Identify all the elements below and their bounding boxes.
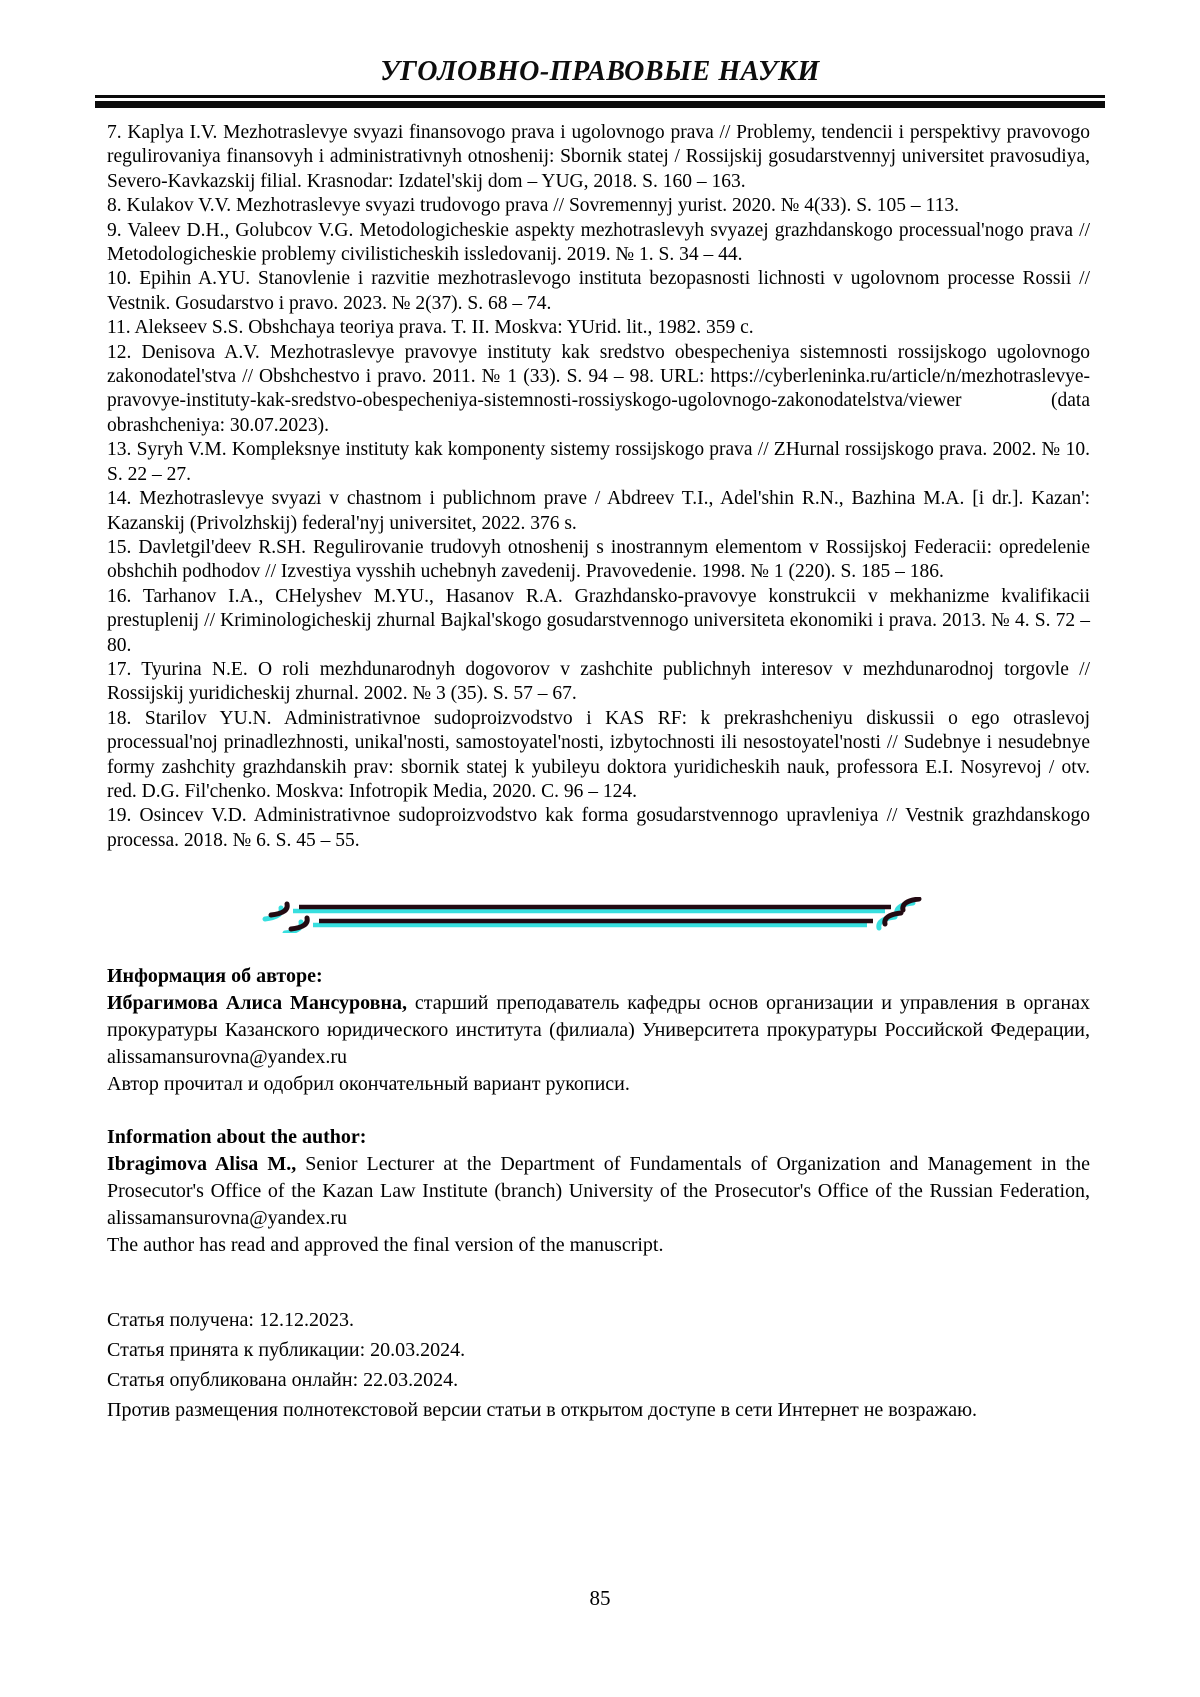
author-info-en-text: [107, 1151, 1090, 1232]
reference-item: 15. Davletgil'deev R.SH. Regulirovanie trudovyh otnoshenij s inostrannym elementom v Rossijskoj Federacii: opredelenie obshchih podhodov // Izvestiya vysshih uchebnyh zavedenij. Pravovedenie. 1998. № 1 (220). S. 185 – 186.: [107, 536, 1090, 583]
ornamental-divider: [239, 897, 959, 933]
date-accepted: Статья принята к публикации: 20.03.2024.: [107, 1339, 466, 1362]
date-published-online: Статья опубликована онлайн: 22.03.2024.: [107, 1369, 459, 1392]
open-access-statement: Против размещения полнотекстовой версии статьи в открытом доступе в сети Интернет не возражаю.: [107, 1399, 978, 1422]
reference-item: 10. Epihin A.YU. Stanovlenie i razvitie mezhotraslevogo instituta bezopasnosti lichnosti v ugolovnom processe Rossii // Vestnik. Gosudarstvo i pravo. 2023. № 2(37). S. 68 – 74.: [107, 268, 1090, 314]
author-info-ru-heading: Информация об авторе:: [107, 965, 323, 988]
divider-swash-icon: [239, 897, 959, 933]
author-info-en-heading: Information about the author:: [107, 1126, 367, 1149]
section-header-title: УГОЛОВНО-ПРАВОВЫЕ НАУКИ: [380, 56, 820, 87]
reference-item: 13. Syryh V.M. Kompleksnye instituty kak komponenty sistemy rossijskogo prava // ZHurnal rossijskogo prava. 2002. № 10. S. 22 – 27.: [107, 439, 1090, 485]
reference-item: 7. Kaplya I.V. Mezhotraslevye svyazi finansovogo prava i ugolovnogo prava // Problemy, tendencii i perspektivy pravovogo regulirovaniya finansovyh i administrativnyh otnoshenij: Sbornik statej / Rossijskij gosudarstvennyj universitet pravosudiya, Severo-Kavkazskij filial. Krasnodar: Izdatel'skij dom – YUG, 2018. S. 160 – 163.: [107, 122, 1090, 192]
reference-item: 17. Tyurina N.E. O roli mezhdunarodnyh dogovorov v zashchite publichnyh interesov v mezhdunarodnoj torgovle // Rossijskij yuridicheskij zhurnal. 2002. № 3 (35). S. 57 – 67.: [107, 658, 1090, 705]
author-name-en: Ibragimova Alisa M.,: [107, 1153, 297, 1176]
reference-item: 19. Osincev V.D. Administrativnoe sudoproizvodstvo kak forma gosudarstvennogo upravleniya // Vestnik grazhdanskogo processa. 2018. № 6. S. 45 – 55.: [107, 805, 1090, 851]
reference-item: 16. Tarhanov I.A., CHelyshev M.YU., Hasanov R.A. Grazhdansko-pravovye konstrukcii v mekhanizme kvalifikacii prestuplenij // Kriminologicheskij zhurnal Bajkal'skogo gosudarstvennogo universiteta ekonomiki i prava. 2013. № 4. S. 72 – 80.: [107, 585, 1090, 656]
author-name-ru: Ибрагимова Алиса Мансуровна,: [107, 992, 408, 1015]
page-number: 85: [589, 1586, 611, 1610]
header-double-rule: [95, 95, 1105, 108]
author-affiliation-ru: старший преподаватель кафедры основ организации и управления в органах прокуратуры Казанского юридического института (филиала) Университета прокуратуры Российской Федерации, alissamansurovna@yandex.ru: [107, 992, 1091, 1069]
reference-item: 14. Mezhotraslevye svyazi v chastnom i publichnom prave / Abdreev T.I., Adel'shin R.N., Bazhina M.A. [i dr.]. Kazan': Kazanskij (Privolzhskij) federal'nyj universitet, 2022. 376 s.: [107, 488, 1090, 534]
date-received: Статья получена: 12.12.2023.: [107, 1309, 354, 1332]
reference-item: 8. Kulakov V.V. Mezhotraslevye svyazi trudovogo prava // Sovremennyj yurist. 2020. № 4(33). S. 105 – 113.: [107, 195, 959, 217]
author-approval-note-ru: Автор прочитал и одобрил окончательный вариант рукописи.: [107, 1073, 630, 1096]
reference-item: 12. Denisova A.V. Mezhotraslevye pravovye instituty kak sredstvo obespecheniya sistemnosti rossijskogo ugolovnogo zakonodatel'stva // Obshchestvo i pravo. 2011. № 1 (33). S. 94 – 98. URL: https://cyberleninka.ru/article/n/mezhotraslevye-pravovye-instituty-kak-sredstvo-obespecheniya-sistemnosti-rossiyskogo-ugolovnogo-zakonodatelstva/viewer (data obrashcheniya: 30.07.2023).: [107, 341, 1090, 436]
reference-list: [107, 121, 1090, 853]
reference-item: 11. Alekseev S.S. Obshchaya teoriya prava. T. II. Moskva: YUrid. lit., 1982. 359 c.: [107, 317, 754, 339]
author-info-ru: [107, 963, 1090, 1098]
author-info-en: [107, 1124, 1090, 1259]
author-info-ru-text: [107, 990, 1090, 1071]
article-dates: [107, 1305, 1090, 1425]
page-content: [107, 121, 1090, 1425]
author-affiliation-en: Senior Lecturer at the Department of Fundamentals of Organization and Management in the Prosecutor's Office of the Kazan Law Institute (branch) University of the Prosecutor's Office of the Russian Federation, alissamansurovna@yandex.ru: [107, 1153, 1090, 1230]
author-approval-note-en: The author has read and approved the final version of the manuscript.: [107, 1234, 664, 1257]
reference-item: 9. Valeev D.H., Golubcov V.G. Metodologicheskie aspekty mezhotraslevyh svyazej grazhdanskogo processual'nogo prava // Metodologicheskie problemy civilisticheskih issledovanij. 2019. № 1. S. 34 – 44.: [107, 219, 1090, 266]
reference-item: 18. Starilov YU.N. Administrativnoe sudoproizvodstvo i KAS RF: k prekrashcheniyu diskussii o ego otraslevoj processual'noj prinadlezhnosti, unikal'nosti, samostoyatel'nosti, izbytochnosti ili nesostoyatel'nosti // Sudebnye i nesudebnye formy zashchity grazhdanskih prav: sbornik statej k yubileyu doktora yuridicheskih nauk, professora E.I. Nosyrevoj / otv. red. D.G. Fil'chenko. Moskva: Infotropik Media, 2020. C. 96 – 124.: [107, 707, 1090, 802]
